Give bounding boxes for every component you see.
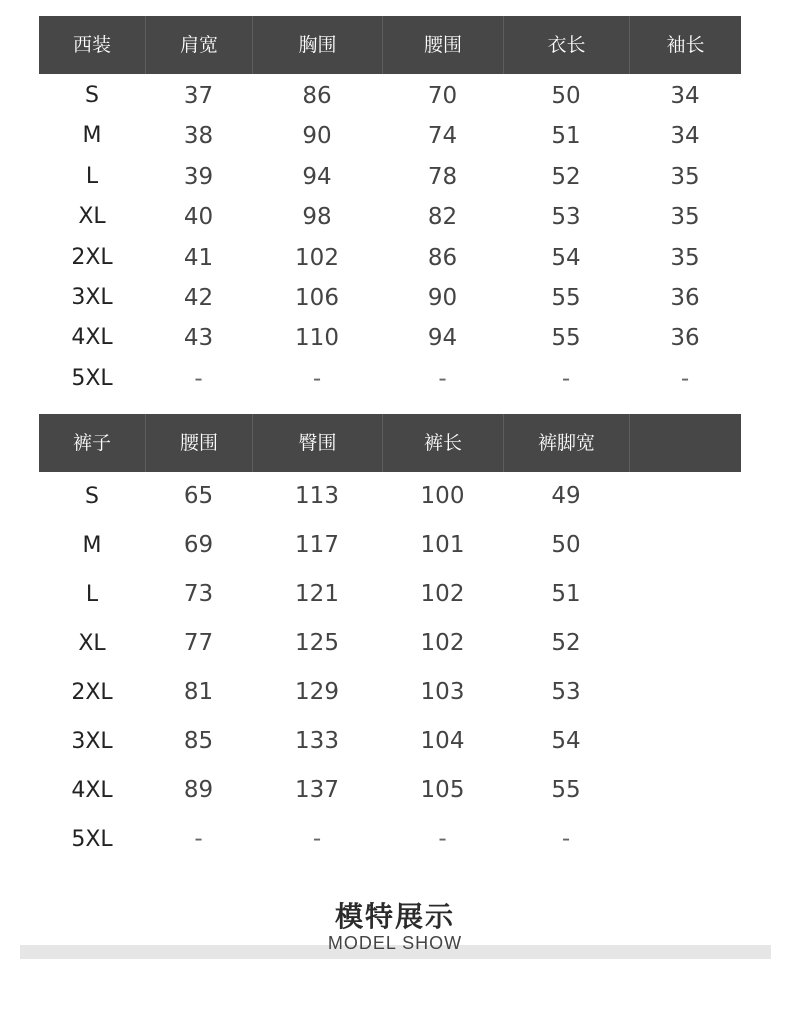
table-cell: 74 [427, 123, 458, 150]
table-cell: - [561, 826, 571, 852]
table-cell: 94 [302, 163, 332, 190]
table-cell: - [438, 826, 447, 852]
pants-table-header [39, 414, 741, 472]
jacket-table-header [39, 16, 741, 74]
header-cell: 腰围 [145, 414, 252, 472]
table-cell: 98 [302, 204, 332, 231]
table-cell: 86 [427, 244, 458, 271]
table-cell: 49 [551, 483, 581, 509]
table-row [39, 116, 741, 156]
size-label: 2XL [71, 244, 113, 270]
size-label: M [82, 123, 102, 149]
size-label: 3XL [71, 284, 113, 310]
table-cell: 82 [427, 204, 458, 231]
size-label: 5XL [71, 365, 113, 391]
table-cell: 34 [670, 123, 700, 150]
table-cell: 78 [427, 163, 458, 190]
table-row [39, 238, 741, 278]
table-cell: 94 [427, 325, 458, 352]
table-cell: 35 [670, 163, 700, 190]
table-cell: 65 [183, 483, 214, 509]
table-cell: 89 [183, 777, 214, 803]
table-cell: 90 [427, 284, 458, 311]
table-cell: 51 [551, 581, 581, 607]
table-cell: 52 [551, 163, 581, 190]
table-cell: 105 [420, 777, 465, 803]
header-cell: 肩宽 [145, 16, 252, 74]
table-row [39, 521, 741, 570]
table-cell: - [680, 365, 690, 392]
table-cell: 137 [295, 777, 339, 803]
header-cell: 西装 [72, 34, 111, 56]
table-cell: 110 [295, 325, 339, 352]
size-label: S [85, 484, 99, 509]
size-label: XL [78, 631, 106, 656]
table-cell: - [312, 826, 322, 852]
section-title: 模特展示 [334, 900, 455, 933]
size-label: 2XL [71, 680, 113, 705]
table-cell: 43 [183, 325, 214, 352]
header-cell: 臀围 [252, 414, 382, 472]
table-row [39, 668, 741, 717]
table-cell: 113 [295, 483, 339, 509]
table-cell: 121 [295, 581, 339, 607]
table-cell: 36 [670, 325, 700, 352]
header-cell: 衣长 [503, 16, 629, 74]
size-label: M [82, 533, 102, 558]
table-cell: 41 [183, 244, 214, 271]
header-cell: 裤子 [72, 432, 111, 454]
table-row [39, 76, 741, 116]
table-row [39, 766, 741, 815]
table-cell: 70 [427, 83, 458, 109]
size-label: 3XL [71, 729, 113, 754]
table-row [39, 318, 741, 358]
table-cell: 54 [551, 728, 581, 754]
table-cell: - [438, 365, 447, 392]
table-cell: 55 [551, 325, 581, 352]
table-cell: 35 [670, 204, 700, 231]
table-cell: 34 [670, 83, 700, 109]
table-cell: 55 [551, 777, 581, 803]
table-cell: 55 [551, 284, 581, 311]
table-cell: 129 [295, 679, 339, 705]
header-cell: 裤长 [382, 414, 503, 472]
table-cell: - [194, 826, 203, 852]
table-cell: 53 [551, 679, 581, 705]
table-cell: 50 [551, 532, 581, 558]
table-row [39, 717, 741, 766]
table-row [39, 197, 741, 237]
table-row [39, 278, 741, 318]
table-cell: 90 [302, 123, 332, 150]
table-cell: 52 [551, 630, 581, 656]
table-cell: 38 [183, 123, 214, 150]
size-label: 4XL [71, 325, 113, 351]
table-cell: 50 [551, 83, 581, 109]
table-cell: 102 [420, 630, 465, 656]
table-cell: - [312, 365, 322, 392]
table-row [39, 570, 741, 619]
table-cell: 39 [183, 163, 214, 190]
table-row [39, 157, 741, 197]
table-cell: 102 [295, 244, 339, 271]
table-cell: 86 [302, 83, 332, 109]
model-show-section [0, 893, 790, 963]
table-cell: 77 [183, 630, 214, 656]
section-subtitle: MODEL SHOW [327, 933, 463, 953]
table-cell: 102 [420, 581, 465, 607]
table-row [39, 619, 741, 668]
header-cell: 腰围 [382, 16, 503, 74]
table-cell: 40 [183, 204, 214, 231]
table-cell: 103 [420, 679, 465, 705]
table-cell: 104 [420, 728, 465, 754]
table-cell: 54 [551, 244, 581, 271]
table-cell: 69 [183, 532, 214, 558]
jacket-size-table [39, 16, 741, 399]
header-cell: 袖长 [629, 16, 741, 74]
table-cell: 101 [420, 532, 465, 558]
header-cell: 胸围 [252, 16, 382, 74]
table-row [39, 359, 741, 399]
table-cell: 85 [183, 728, 214, 754]
table-cell: 81 [183, 679, 214, 705]
pants-size-table [39, 414, 741, 864]
size-label: L [85, 582, 99, 607]
table-cell: 133 [295, 728, 339, 754]
table-cell: 53 [551, 204, 581, 231]
table-cell: 35 [670, 244, 700, 271]
size-label: L [85, 163, 99, 189]
table-cell: - [194, 365, 203, 392]
size-label: XL [78, 204, 106, 230]
table-row [39, 815, 741, 864]
table-cell: 37 [183, 83, 214, 109]
table-row [39, 472, 741, 521]
table-cell: 100 [420, 483, 465, 509]
size-label: S [85, 83, 99, 108]
table-cell: 106 [295, 284, 339, 311]
size-label: 5XL [71, 827, 113, 852]
table-cell: - [561, 365, 571, 392]
size-label: 4XL [71, 778, 113, 803]
table-cell: 42 [183, 284, 214, 311]
table-cell: 36 [670, 284, 700, 311]
table-cell: 51 [551, 123, 581, 150]
header-cell-empty [629, 414, 741, 472]
jacket-table-body [39, 74, 741, 399]
table-cell: 125 [295, 630, 339, 656]
table-cell: 117 [295, 532, 339, 558]
pants-table-body [39, 472, 741, 864]
header-cell: 裤脚宽 [503, 414, 629, 472]
table-cell: 73 [183, 581, 214, 607]
